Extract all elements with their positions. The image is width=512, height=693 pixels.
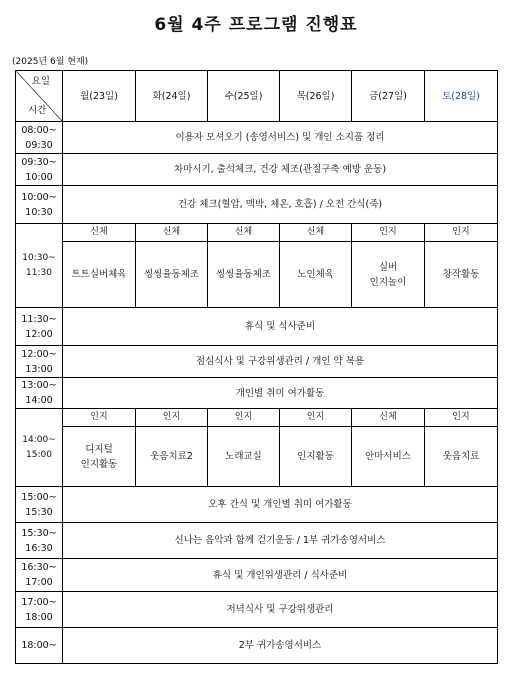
program-cell: 트트실버체육 <box>63 242 136 308</box>
day-header-wed: 수(25일) <box>208 71 280 122</box>
activity-cell <box>63 186 498 224</box>
program-cell: 웃음치료2 <box>136 427 208 487</box>
activity-text: 오후 간식 및 개인별 취미 여가활동 <box>208 499 352 510</box>
time-cell: 12:00~ 13:00 <box>16 346 63 378</box>
time-cell: 09:30~ 10:00 <box>16 154 63 186</box>
activity-text: 이용자 모셔오기 (송영서비스) 및 개인 소지품 정리 <box>175 132 385 143</box>
table-row <box>16 523 498 559</box>
category-cell: 인지 <box>425 409 498 427</box>
activity-cell <box>63 154 498 186</box>
category-row <box>16 409 498 427</box>
table-row <box>16 487 498 523</box>
activity-cell <box>63 487 498 523</box>
time-cell: 17:00~ 18:00 <box>16 592 63 628</box>
activity-text: 점심식사 및 구강위생관리 / 개인 약 복용 <box>195 356 365 367</box>
schedule-table <box>15 70 498 664</box>
time-cell: 15:00~ 15:30 <box>16 487 63 523</box>
corner-time-label: 시간 <box>28 105 47 116</box>
day-header-sat: 토(28일) <box>425 71 498 122</box>
day-header-tue: 화(24일) <box>136 71 208 122</box>
category-row <box>16 224 498 242</box>
program-cell: 씽씽율동체조 <box>208 242 280 308</box>
day-header-fri: 금(27일) <box>352 71 425 122</box>
activity-text: 휴식 및 개인위생관리 / 식사준비 <box>212 569 348 581</box>
time-cell: 10:30~ 11:30 <box>16 224 63 308</box>
program-cell: 디지털 인지활동 <box>63 427 136 487</box>
activity-cell <box>63 346 498 378</box>
time-cell: 15:30~ 16:30 <box>16 523 63 559</box>
program-cell: 웃음치료 <box>425 427 498 487</box>
activity-text: 저녁식사 및 구강위생관리 <box>226 604 334 615</box>
header-row <box>16 71 498 122</box>
program-cell: 안마서비스 <box>352 427 425 487</box>
program-row <box>16 242 498 308</box>
category-cell: 신체 <box>63 224 136 242</box>
activity-cell <box>63 592 498 628</box>
table-row <box>16 186 498 224</box>
activity-text: 건강 체크(혈압, 맥박, 체온, 호흡) / 오전 간식(죽) <box>177 199 383 210</box>
program-cell: 창작활동 <box>425 242 498 308</box>
activity-cell <box>63 523 498 559</box>
table-row <box>16 378 498 409</box>
category-cell: 인지 <box>63 409 136 427</box>
activity-cell <box>63 378 498 409</box>
category-cell: 인지 <box>208 409 280 427</box>
program-row <box>16 427 498 487</box>
activity-text: 차마시기, 출석체크, 건강 체조(관절구축 예방 운동) <box>173 164 387 175</box>
category-cell: 인지 <box>280 409 352 427</box>
table-row <box>16 628 498 664</box>
time-cell: 18:00~ <box>16 628 63 664</box>
program-cell: 노인체육 <box>280 242 352 308</box>
time-cell: 16:30~ 17:00 <box>16 559 63 592</box>
table-row <box>16 154 498 186</box>
corner-day-label: 요일 <box>31 76 50 87</box>
category-cell: 신체 <box>208 224 280 242</box>
category-cell: 인지 <box>425 224 498 242</box>
time-cell: 08:00~ 09:30 <box>16 122 63 154</box>
table-row <box>16 122 498 154</box>
activity-cell <box>63 308 498 346</box>
time-cell: 14:00~ 15:00 <box>16 409 63 487</box>
table-row <box>16 346 498 378</box>
activity-text: 휴식 및 식사준비 <box>244 321 316 332</box>
activity-cell <box>63 559 498 592</box>
time-cell: 10:00~ 10:30 <box>16 186 63 224</box>
day-header-mon: 월(23일) <box>63 71 136 122</box>
activity-text: 신나는 음악과 함께 걷기운동 / 1부 귀가송영서비스 <box>174 535 386 546</box>
table-row <box>16 559 498 592</box>
corner-cell <box>16 71 63 122</box>
program-cell: 노래교실 <box>208 427 280 487</box>
program-cell: 실버 인지놀이 <box>352 242 425 308</box>
category-cell: 신체 <box>136 224 208 242</box>
date-note: (2025년 6월 현재) <box>12 57 89 67</box>
category-cell: 인지 <box>352 224 425 242</box>
table-row <box>16 308 498 346</box>
page-title: 6월 4주 프로그램 진행표 <box>154 15 358 35</box>
activity-cell <box>63 122 498 154</box>
category-cell: 신체 <box>280 224 352 242</box>
day-header-thu: 목(26일) <box>280 71 352 122</box>
program-cell: 씽씽율동체조 <box>136 242 208 308</box>
program-cell: 인지활동 <box>280 427 352 487</box>
category-cell: 신체 <box>352 409 425 427</box>
category-cell: 인지 <box>136 409 208 427</box>
time-cell: 11:30~ 12:00 <box>16 308 63 346</box>
activity-text: 2부 귀가송영서비스 <box>238 640 322 651</box>
activity-text: 개인별 취미 여가활동 <box>235 387 325 399</box>
activity-cell <box>63 628 498 664</box>
time-cell: 13:00~ 14:00 <box>16 378 63 409</box>
table-row <box>16 592 498 628</box>
